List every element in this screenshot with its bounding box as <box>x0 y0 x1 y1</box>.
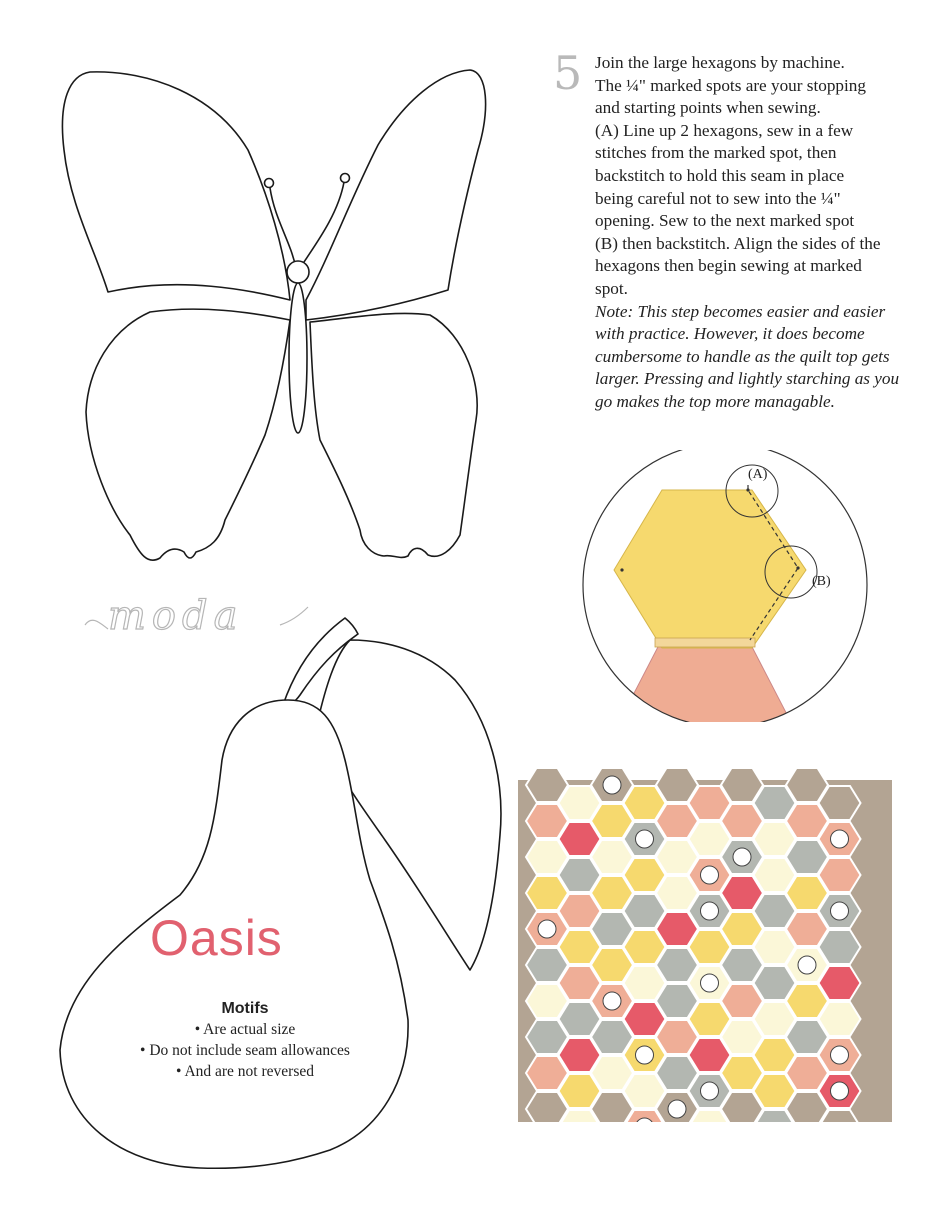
bird-icon <box>701 1082 719 1100</box>
flower-icon <box>701 974 719 992</box>
top-hexagon <box>614 490 806 648</box>
motifs-item: • Do not include seam allowances <box>140 1042 350 1059</box>
note-line: Note: This step becomes easier and easier <box>595 301 886 321</box>
squirrel-icon <box>538 920 556 938</box>
step-line: and starting points when sewing. <box>595 98 821 118</box>
quilt-hexagon <box>819 786 861 820</box>
sun-icon <box>831 1046 849 1064</box>
step-line: spot. <box>595 278 628 298</box>
flower-icon <box>636 830 654 848</box>
motifs-item: • Are actual size <box>194 1021 296 1038</box>
motifs-notes <box>100 998 390 1082</box>
note-line: larger. Pressing and lightly starching as you <box>595 369 900 389</box>
butterfly-antenna-tip-left <box>265 179 274 188</box>
butterfly-template <box>55 65 495 575</box>
butterfly-icon <box>733 848 751 866</box>
pear-template <box>50 600 510 1180</box>
step-line: opening. Sew to the next marked spot <box>595 211 855 231</box>
butterfly-antenna-tip-right <box>341 174 350 183</box>
butterfly-head <box>287 261 309 283</box>
quilt-hexagon <box>819 966 861 1000</box>
marked-spot-a <box>746 488 749 491</box>
step-instructions <box>595 52 925 414</box>
label-a: (A) <box>748 467 768 482</box>
step-number: 5 <box>553 46 583 100</box>
note-line: with practice. However, it does become <box>595 324 865 344</box>
note-line: cumbersome to handle as the quilt top gets <box>595 346 890 366</box>
label-b: (B) <box>812 574 831 589</box>
owl-icon <box>831 902 849 920</box>
tulip-icon <box>701 902 719 920</box>
quilt-hexagon <box>819 1002 861 1036</box>
step-line: hexagons then begin sewing at marked <box>595 256 862 276</box>
lily-icon <box>636 1046 654 1064</box>
quilt-hexagon <box>819 858 861 892</box>
note-line: go makes the top more managable. <box>595 391 835 411</box>
quilt-hexagon <box>819 930 861 964</box>
leaf-icon <box>701 866 719 884</box>
butterfly-left-hindwing <box>86 309 290 560</box>
butterfly-right-hindwing <box>310 313 477 557</box>
owl-icon <box>603 776 621 794</box>
step-note <box>595 301 925 414</box>
motifs-item: • And are not reversed <box>176 1063 314 1080</box>
step-line: being careful not to sew into the ¼" <box>595 188 841 208</box>
butterfly-icon <box>831 1082 849 1100</box>
pear-icon <box>603 992 621 1010</box>
hexagon-sewing-diagram <box>580 450 870 722</box>
step-line: The ¼" marked spots are your stopping <box>595 75 866 95</box>
step-line: Join the large hexagons by machine. <box>595 53 845 72</box>
step-line: backstitch to hold this seam in place <box>595 165 845 185</box>
butterfly-right-forewing <box>306 70 486 320</box>
marked-spot-b <box>796 566 799 569</box>
butterfly-body <box>289 283 307 433</box>
butterfly-left-forewing <box>62 72 290 300</box>
bird-icon <box>668 1100 686 1118</box>
bottom-hexagon <box>615 643 795 722</box>
motifs-heading: Motifs <box>221 1000 269 1017</box>
step-line: (A) Line up 2 hexagons, sew in a few <box>595 120 854 140</box>
sun-icon <box>831 830 849 848</box>
step-line: (B) then backstitch. Align the sides of the <box>595 233 881 253</box>
moda-logo-text: moda <box>108 595 244 639</box>
marked-spot-left <box>620 568 623 571</box>
bunny-icon <box>798 956 816 974</box>
pattern-title: Oasis <box>150 910 283 966</box>
seam-strip <box>655 638 755 647</box>
quilt-preview <box>518 760 892 1122</box>
step-line: stitches from the marked spot, then <box>595 143 837 163</box>
